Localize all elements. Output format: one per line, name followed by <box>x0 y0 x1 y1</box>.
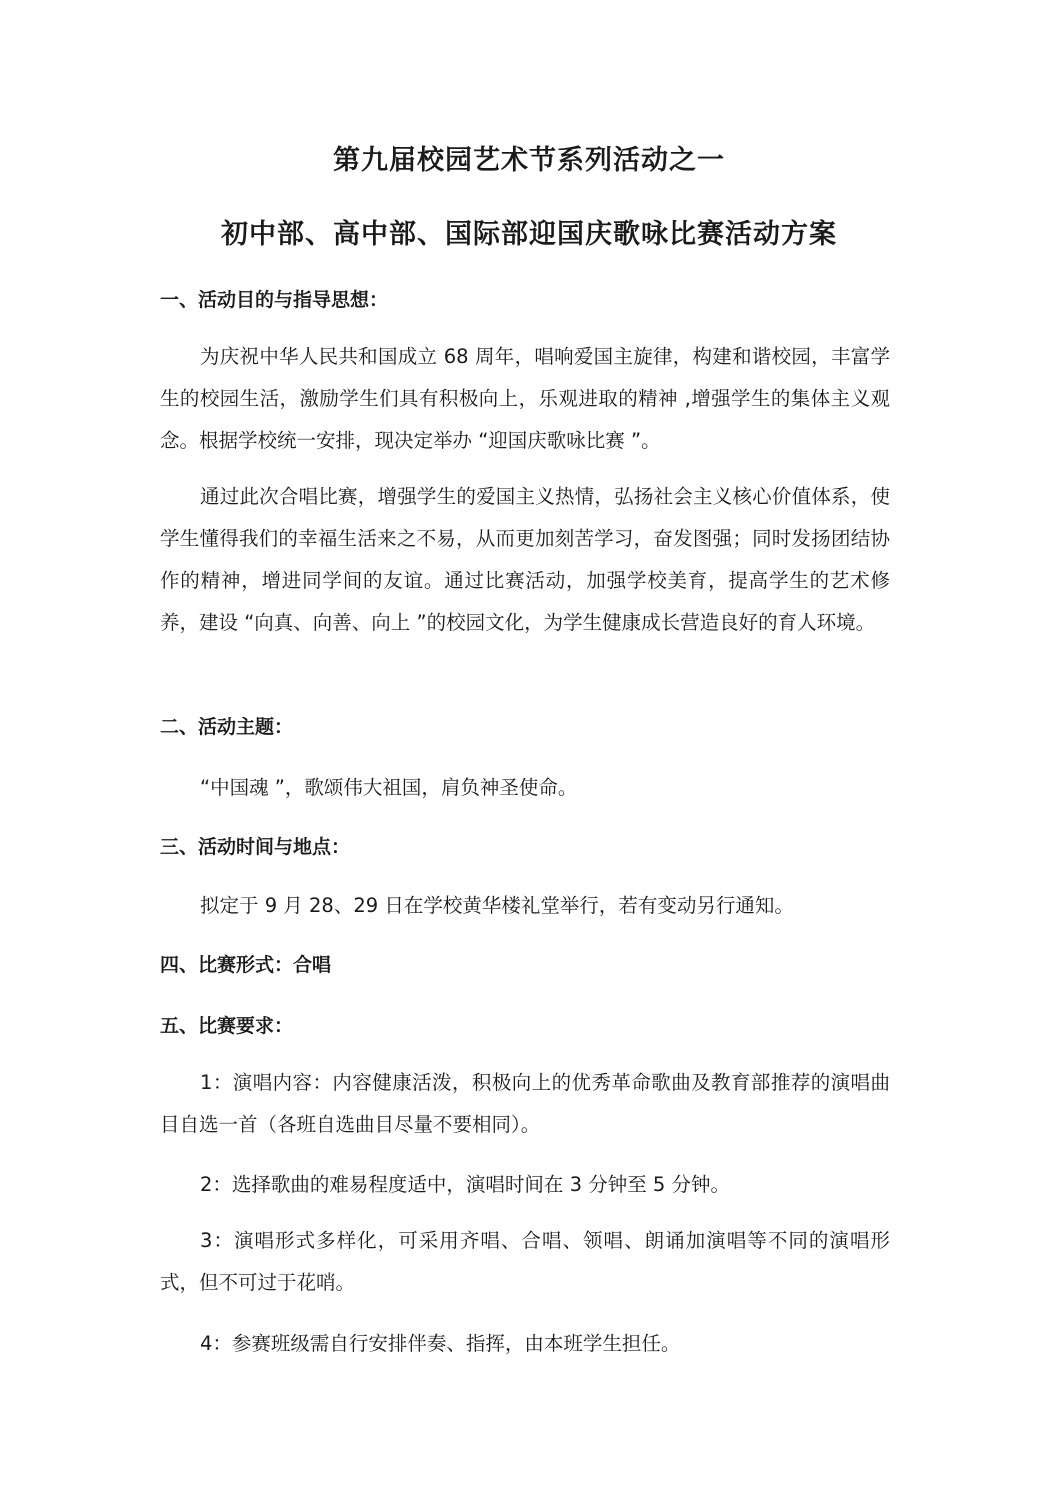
section4-heading: 四、比赛形式：合唱 <box>160 954 332 976</box>
section3-heading: 三、活动时间与地点： <box>160 836 351 858</box>
section1-paragraph2: 通过此次合唱比赛，增强学生的爱国主义热情，弘扬社会主义核心价值体系，使学生懂得我们的幸福生活来之不易，从而更加刻苦学习，奋发图强；同时发扬团结协作的精神，增进同学间的友谊。通过比赛活动，加强学校美育，提高学生的艺术修养，建设 “向真、向善、向上 ”的校园文化，为学生健康成长营造良好的育人环境。 <box>160 485 890 634</box>
section5-item3: 3：演唱形式多样化，可采用齐唱、合唱、领唱、朗诵加演唱等不同的演唱形式，但不可过于花哨。 <box>160 1229 890 1294</box>
section5-item1: 1：演唱内容：内容健康活泼，积极向上的优秀革命歌曲及教育部推荐的演唱曲目自选一首（各班自选曲目尽量不要相同）。 <box>160 1071 890 1136</box>
section2-text: “中国魂 ”，歌颂伟大祖国，肩负神圣使命。 <box>200 776 578 799</box>
section2-heading: 二、活动主题： <box>160 716 294 738</box>
document-title-line2: 初中部、高中部、国际部迎国庆歌咏比赛活动方案 <box>221 219 837 250</box>
document-title-line1: 第九届校园艺术节系列活动之一 <box>333 145 725 176</box>
section3-text: 拟定于 9 月 28、29 日在学校黄华楼礼堂举行，若有变动另行通知。 <box>200 894 794 917</box>
section1-paragraph1: 为庆祝中华人民共和国成立 68 周年，唱响爱国主旋律，构建和谐校园，丰富学生的校园生活，激励学生们具有积极向上，乐观进取的精神 ,增强学生的集体主义观念。根据学校统一安排，现决定举办 “迎国庆歌咏比赛 ”。 <box>160 345 890 452</box>
section5-heading: 五、比赛要求： <box>160 1015 294 1037</box>
section5-item2: 2：选择歌曲的难易程度适中，演唱时间在 3 分钟至 5 分钟。 <box>200 1173 731 1196</box>
section1-heading: 一、活动目的与指导思想： <box>160 289 389 311</box>
section5-item4: 4：参赛班级需自行安排伴奏、指挥，由本班学生担任。 <box>200 1332 681 1355</box>
